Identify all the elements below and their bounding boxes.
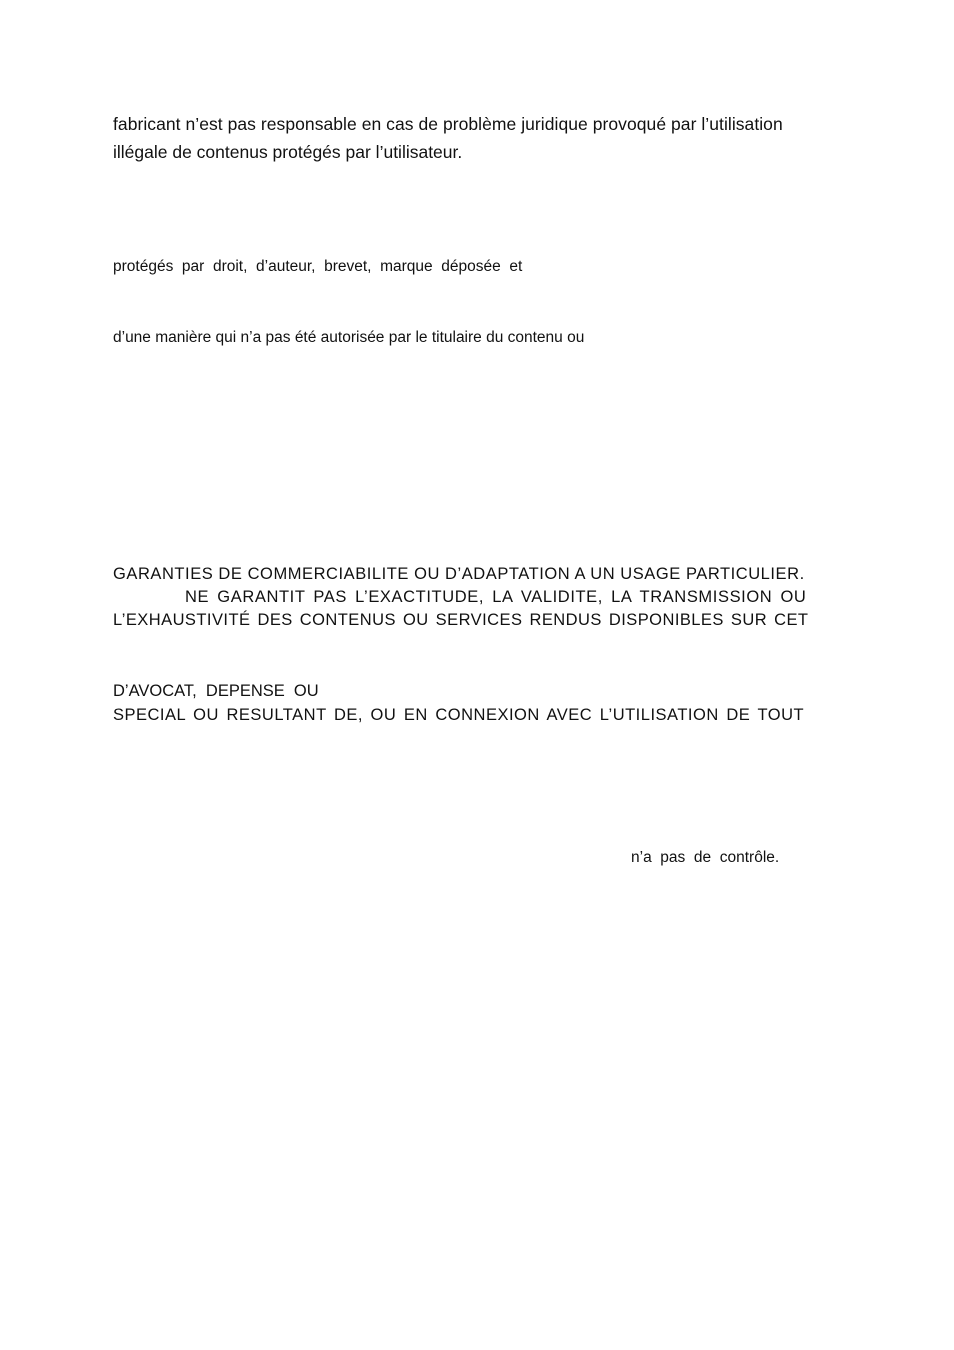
text-line-liability bbox=[113, 116, 840, 134]
text-line-illegal-content: illégale de contenus protégés par l’utilisateur. bbox=[113, 142, 463, 162]
text-line-exhaustivity: L’EXHAUSTIVITÉ DES CONTENUS OU SERVICES RENDUS DISPONIBLES SUR CET bbox=[113, 611, 809, 629]
text-line-protected-rights: protégés par droit, d’auteur, brevet, marque déposée et bbox=[113, 258, 523, 275]
text-line-liability-content: fabricant n’est pas responsable en cas de problème juridique provoqué par l’utilisation bbox=[113, 114, 783, 134]
text-line-warranties: GARANTIES DE COMMERCIABILITE OU D’ADAPTATION A UN USAGE PARTICULIER. bbox=[113, 565, 805, 583]
text-line-no-guarantee: NE GARANTIT PAS L’EXACTITUDE, LA VALIDITE, LA TRANSMISSION OU bbox=[185, 588, 807, 606]
text-line-lawyer-expense: D’AVOCAT, DEPENSE OU bbox=[113, 682, 319, 700]
text-line-special-damages: SPECIAL OU RESULTANT DE, OU EN CONNEXION AVEC L’UTILISATION DE TOUT bbox=[113, 706, 805, 724]
text-line-unauthorized-use: d’une manière qui n’a pas été autorisée par le titulaire du contenu ou bbox=[113, 329, 585, 346]
text-line-no-control: n’a pas de contrôle. bbox=[631, 849, 780, 866]
